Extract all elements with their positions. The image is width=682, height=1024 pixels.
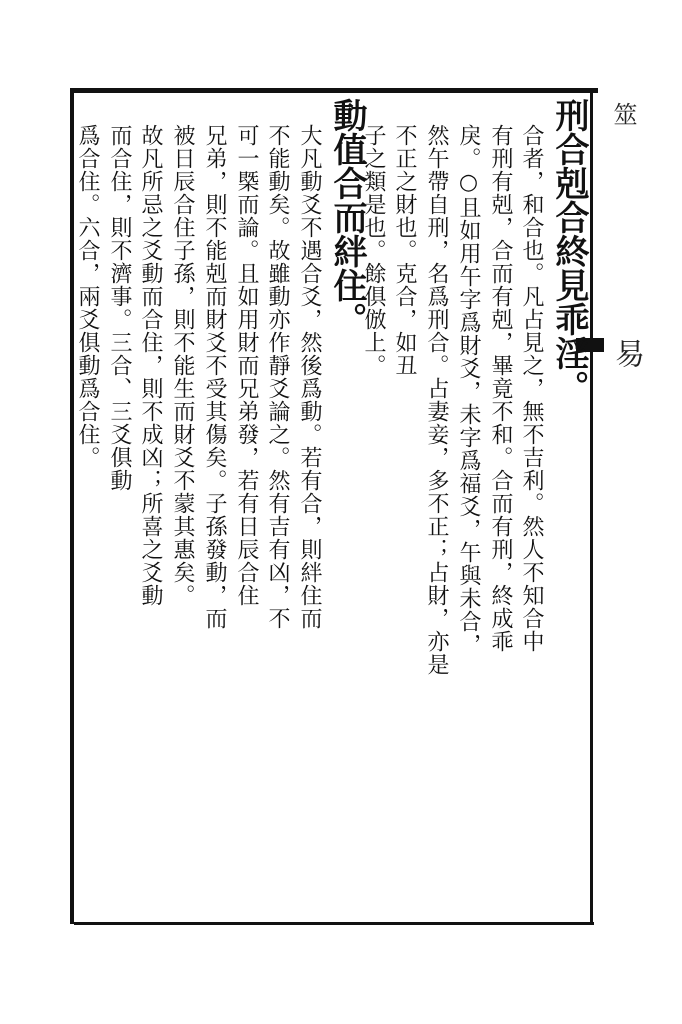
- heading-column: 刑合剋合終見乖淫。: [549, 98, 589, 404]
- text-column: 而合住，則不濟事。三合、三爻俱動: [107, 124, 132, 492]
- facing-page-fragment: 筮: [609, 102, 637, 126]
- text-column: 爲合住。六合，兩爻俱動爲合住。: [75, 124, 100, 469]
- frame-top-rule: [70, 88, 598, 93]
- frame-right-rule-lower: [590, 352, 593, 922]
- text-column: 故凡所忌之爻動而合住，則不成凶；所喜之爻動: [138, 124, 163, 607]
- heading-column: 動值合而絆住。: [327, 98, 367, 336]
- text-column: 然午帶自刑，名爲刑合。占妻妾，多不正；占財，亦是: [424, 124, 449, 676]
- text-column: 不正之財也。克合，如丑: [392, 124, 417, 377]
- frame-left-rule: [70, 88, 74, 924]
- text-column: 大凡動爻不遇合爻，然後爲動。若有合，則絆住而: [297, 124, 322, 630]
- text-column: 戾。○且如用午字爲財爻，未字爲福爻，午與未合，: [456, 124, 481, 656]
- frame-right-rule: [590, 88, 593, 338]
- text-column: 有刑有剋，合而有剋，畢竟不和。合而有刑，終成乖: [488, 124, 513, 653]
- text-column: 子之類是也。餘俱倣上。: [361, 124, 386, 377]
- frame-bottom-rule: [74, 922, 594, 925]
- text-column: 可一槩而論。且如用財而兄弟發，若有日辰合住: [234, 124, 259, 607]
- text-column: 合者，和合也。凡占見之，無不吉利。然人不知合中: [519, 124, 544, 653]
- text-column: 被日辰合住子孫，則不能生而財爻不蒙其惠矣。: [170, 124, 195, 607]
- text-column: 兄弟，則不能剋而財爻不受其傷矣。子孫發動，而: [202, 124, 227, 630]
- facing-page-fragment-mid: 易: [609, 338, 644, 368]
- text-column: 不能動矣。故雖動亦作靜爻論之。然有吉有凶，不: [265, 124, 290, 630]
